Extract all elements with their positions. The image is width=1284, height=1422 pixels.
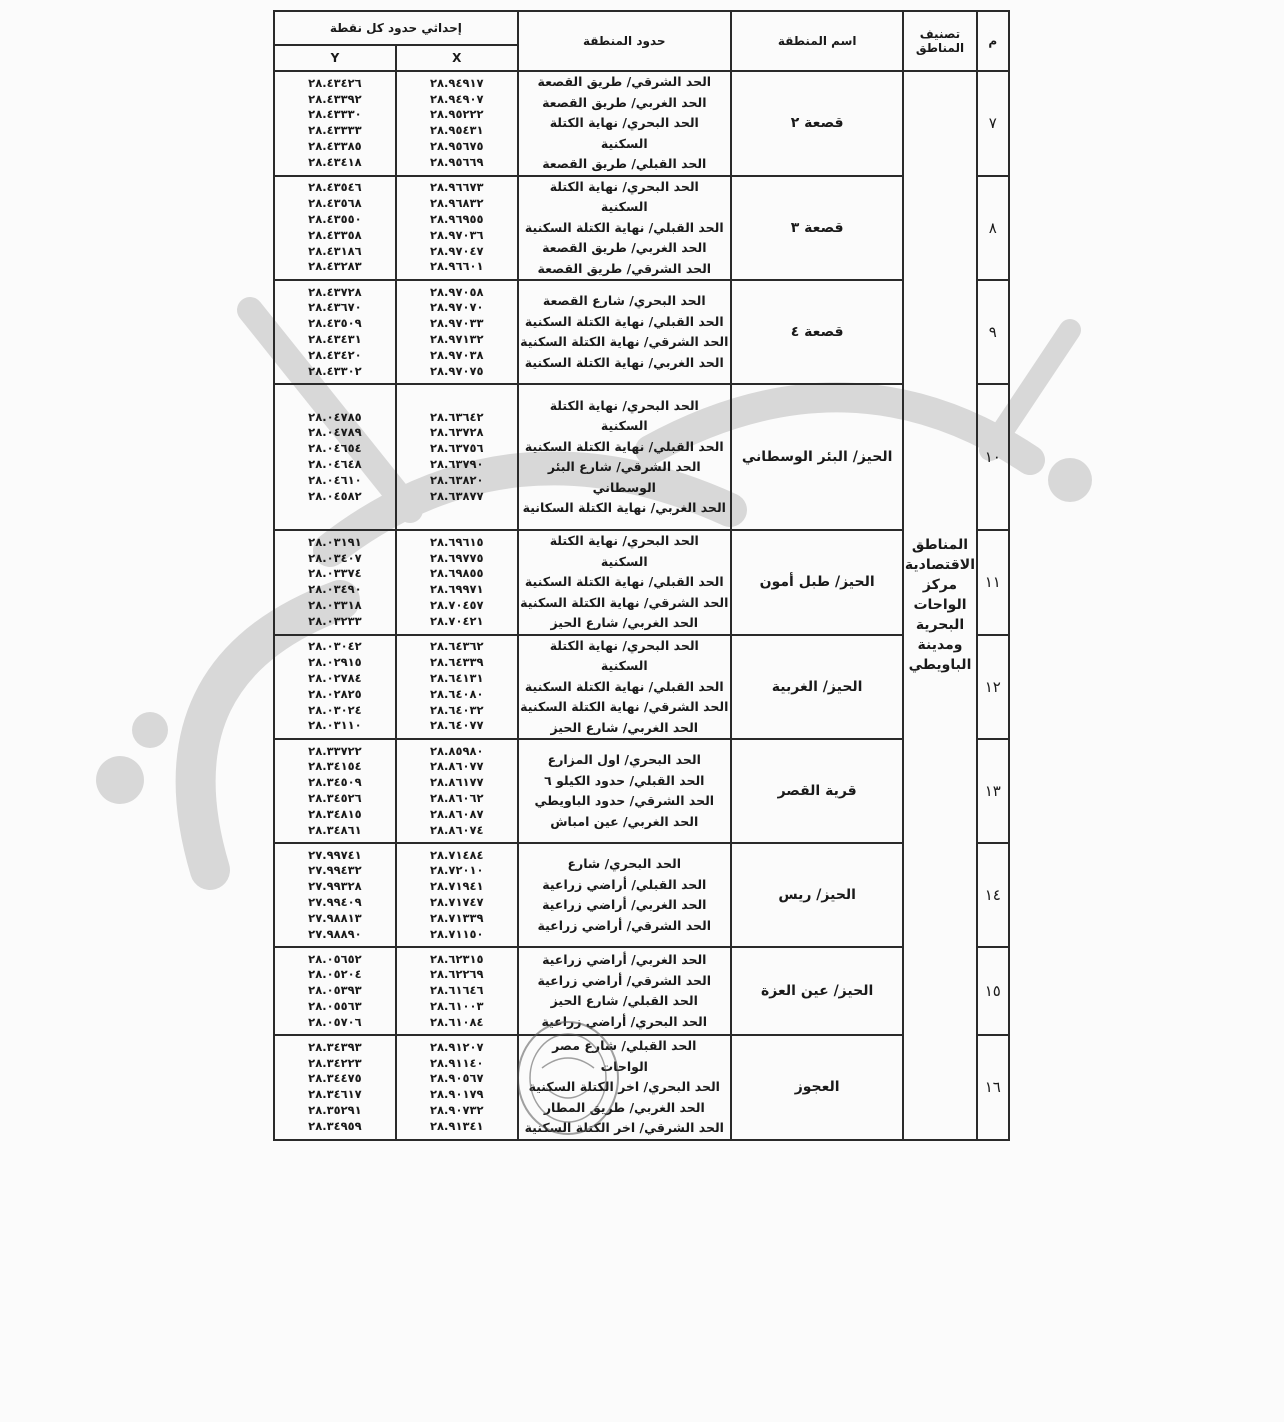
coords-x — [396, 530, 518, 635]
coord-value-x: ٢٨.٩٤٩١٧ — [430, 75, 484, 90]
coord-value-y: ٢٨.٠٥٥٦٣ — [308, 998, 362, 1013]
coord-value-x: ٢٨.٦٣٨٢٠ — [430, 472, 484, 487]
boundary-line: السكنية — [600, 135, 648, 151]
coord-value-y: ٢٨.٣٤٢٢٣ — [308, 1055, 362, 1070]
coord-value-x: ٢٨.٩٦٨٣٢ — [430, 196, 484, 211]
zone-boundaries — [518, 739, 731, 843]
boundary-line: الحد القبلي/ حدود الكيلو ٦ — [544, 772, 705, 788]
zone-name: قصعة ٢ — [731, 71, 904, 176]
coord-value-x: ٢٨.٩١٣٤١ — [430, 1118, 484, 1133]
coord-value-x: ٢٨.٧١١٥٠ — [430, 926, 484, 941]
coord-value-y: ٢٧.٩٨٨١٣ — [308, 910, 362, 925]
header-coords-title: إحداثي حدود كل نقطة — [274, 11, 518, 45]
coord-value-x: ٢٨.٩٦٦٧٣ — [430, 180, 484, 195]
coords-x — [396, 384, 518, 530]
coord-value-x: ٢٨.٩٧٠٣٦ — [430, 227, 484, 242]
boundary-line: الحد الشرقي/ طريق القصعة — [537, 74, 712, 89]
boundary-line: الحد الشرقي/ شارع البئر — [547, 459, 701, 474]
boundary-line: الحد الشرقي/ حدود الباويطي — [534, 793, 715, 808]
coord-value-x: ٢٨.٩٧٠٣٨ — [430, 347, 484, 362]
zone-name: قصعة ٤ — [731, 280, 904, 384]
coord-value-y: ٢٨.٣٤٦١٧ — [308, 1087, 362, 1102]
coord-value-x: ٢٨.٦١٠٠٣ — [430, 998, 484, 1013]
coord-value-y: ٢٨.٠٤٧٨٥ — [308, 409, 362, 424]
coord-value-y: ٢٨.٤٣٤٢٠ — [308, 347, 362, 362]
boundary-line: الحد البحري/ أراضي زراعية — [541, 1013, 708, 1029]
coord-value-x: ٢٨.٧١٧٤٧ — [430, 895, 484, 909]
coord-value-y: ٢٨.٤٣٤٣١ — [308, 332, 362, 346]
coord-value-x: ٢٨.٦٤١٣١ — [430, 670, 484, 685]
boundary-line: الحد الغربي/ طريق القصعة — [542, 94, 707, 110]
coord-value-y: ٢٧.٩٨٨٩٠ — [308, 926, 362, 941]
boundary-line: الحد القبلي/ نهاية الكتلة السكنية — [524, 313, 724, 329]
header-boundaries: حدود المنطقة — [518, 11, 731, 71]
coord-value-y: ٢٨.٣٤٨١٥ — [308, 806, 362, 821]
table-row — [274, 71, 1009, 176]
zone-boundaries — [518, 280, 731, 384]
coord-value-x: ٢٨.٩٧٠٣٣ — [430, 316, 484, 331]
coord-value-x: ٢٨.٦٢٢٦٩ — [430, 967, 484, 982]
coord-value-x: ٢٨.٩١٢٠٧ — [430, 1039, 484, 1054]
coords-y — [274, 947, 396, 1035]
boundary-line: الحد الشرقي/ أراضي زراعية — [537, 917, 712, 933]
boundary-line: الحد الشرقي/ نهاية الكتلة السكنية — [520, 594, 729, 610]
coord-value-x: ٢٨.٩٧٠٧٠ — [430, 300, 484, 315]
coord-value-y: ٢٨.٤٣٥٤٦ — [308, 180, 362, 195]
coord-value-y: ٢٧.٩٩٤٣٢ — [308, 863, 362, 878]
coord-value-x: ٢٨.٧٠٤٥٧ — [430, 598, 484, 613]
coords-x — [396, 280, 518, 384]
coord-value-x: ٢٨.٩٠١٧٩ — [430, 1087, 484, 1102]
coords-y — [274, 530, 396, 635]
coord-value-x: ٢٨.٦٩٩٧١ — [430, 582, 484, 597]
coord-value-y: ٢٨.٠٢٧٨٤ — [308, 670, 362, 685]
zone-name: الحيز/ البئر الوسطاني — [731, 384, 904, 530]
boundary-line: السكنية — [600, 418, 648, 433]
coords-x — [396, 1035, 518, 1140]
zones-table-body — [274, 71, 1009, 1140]
row-index: ١٥ — [977, 947, 1009, 1035]
coords-y — [274, 71, 396, 176]
boundary-line: الحد القبلي/ شارع مصر — [552, 1038, 697, 1053]
coord-value-x: ٢٨.٩٠٧٣٢ — [430, 1103, 484, 1118]
row-index: ١٢ — [977, 635, 1009, 740]
boundary-line: الحد الشرقي/ نهاية الكتلة السكنية — [520, 334, 729, 349]
coord-value-y: ٢٨.٤٣٥٠٩ — [308, 316, 362, 331]
zones-table — [273, 10, 1010, 1141]
coord-value-y: ٢٨.٣٤٥٢٦ — [308, 791, 362, 805]
zone-name: قرية القصر — [731, 739, 904, 843]
coord-value-x: ٢٨.٦٣٧٥٦ — [430, 441, 484, 456]
coord-value-y: ٢٨.٣٤٤٧٥ — [308, 1071, 362, 1086]
coord-value-x: ٢٨.٩٥٤٣١ — [430, 123, 484, 138]
coord-value-x: ٢٨.٦٣٧٩٠ — [430, 457, 484, 471]
coord-value-y: ٢٨.٤٣٣٨٥ — [308, 139, 362, 154]
coord-value-y: ٢٨.٣٥٢٩١ — [308, 1103, 362, 1118]
coord-value-x: ٢٨.٩٦٦٠١ — [430, 259, 484, 274]
coord-value-y: ٢٨.٠٣٣٧٤ — [308, 566, 362, 581]
zone-boundaries — [518, 384, 731, 530]
coord-value-x: ٢٨.٦٩٧٧٥ — [430, 550, 484, 565]
zone-boundaries — [518, 530, 731, 635]
coord-value-y: ٢٨.٠٢٨٢٥ — [308, 686, 362, 701]
boundary-line: الحد الغربي/ نهاية الكتلة السكانية — [522, 500, 726, 515]
coords-x — [396, 71, 518, 176]
boundary-line: الحد البحري/ اول المزارع — [547, 752, 701, 767]
row-index: ١٤ — [977, 843, 1009, 947]
zone-name: الحيز/ طبل أمون — [731, 530, 904, 635]
coord-value-x: ٢٨.٩٧٠٤٧ — [430, 243, 484, 258]
table-row — [274, 843, 1009, 947]
coord-value-x: ٢٨.٨٦٠٧٧ — [430, 759, 484, 774]
table-row — [274, 739, 1009, 843]
coord-value-y: ٢٨.٤٣٤٢٦ — [308, 75, 362, 90]
header-index: م — [977, 11, 1009, 71]
coords-y — [274, 176, 396, 281]
coord-value-y: ٢٨.٠٤٧٨٩ — [308, 425, 362, 440]
coord-value-y: ٢٨.٣٤٣٩٣ — [308, 1039, 362, 1054]
coord-value-x: ٢٨.٨٥٩٨٠ — [430, 743, 484, 758]
coord-value-y: ٢٨.٠٤٦٤٨ — [308, 457, 362, 471]
coords-y — [274, 635, 396, 740]
coord-value-x: ٢٨.٦٤٠٨٠ — [430, 686, 484, 701]
boundary-line: الحد البحري/ نهاية الكتلة — [549, 533, 699, 548]
coord-value-x: ٢٨.٦٢٣١٥ — [430, 951, 484, 966]
coord-value-y: ٢٨.٤٣٤١٨ — [308, 154, 362, 169]
coords-y — [274, 384, 396, 530]
boundary-line: الحد الغربي/ طريق المطار — [543, 1099, 705, 1115]
coord-value-x: ٢٨.٧٢٠١٠ — [430, 863, 484, 878]
coords-y — [274, 1035, 396, 1140]
zone-boundaries — [518, 176, 731, 281]
coord-value-x: ٢٨.٨٦٠٨٧ — [430, 806, 484, 821]
coord-value-y: ٢٨.٤٣٣٣٣ — [308, 123, 362, 138]
coord-value-y: ٢٨.٠٣٤٩٠ — [308, 582, 362, 597]
coord-value-y: ٢٧.٩٩٤٠٩ — [308, 895, 362, 909]
row-index: ١٦ — [977, 1035, 1009, 1140]
zone-boundaries — [518, 71, 731, 176]
zone-name: قصعة ٣ — [731, 176, 904, 281]
coord-value-x: ٢٨.٦٩٨٥٥ — [430, 566, 484, 581]
header-classification: تصنيف المناطق — [903, 11, 976, 71]
coords-y — [274, 280, 396, 384]
coord-value-x: ٢٨.٧١٩٤١ — [430, 879, 484, 894]
boundary-line: الحد القبلي/ شارع الحيز — [550, 993, 698, 1008]
boundary-line: الحد الغربي/ عين امباش — [550, 813, 699, 829]
coord-value-x: ٢٨.٦١٦٤٦ — [430, 983, 484, 998]
coord-value-y: ٢٨.٤٣٣٥٨ — [308, 227, 362, 242]
zone-name: العجوز — [731, 1035, 904, 1140]
coord-value-y: ٢٨.٤٣٣٣٠ — [308, 107, 362, 122]
coord-value-y: ٢٨.٠٢٩١٥ — [308, 655, 362, 670]
coord-value-x: ٢٨.٩٥٢٢٢ — [430, 107, 484, 122]
zone-boundaries — [518, 1035, 731, 1140]
row-index: ٧ — [977, 71, 1009, 176]
zone-name: الحيز/ عين العزة — [731, 947, 904, 1035]
row-index: ١٠ — [977, 384, 1009, 530]
row-index: ١٣ — [977, 739, 1009, 843]
coord-value-x: ٢٨.٩٠٥٦٧ — [430, 1071, 484, 1086]
table-row — [274, 280, 1009, 384]
coord-value-x: ٢٨.٦٤٣٦٢ — [430, 639, 484, 654]
coord-value-x: ٢٨.٩٤٩٠٧ — [430, 91, 484, 106]
boundary-line: الحد القبلي/ طريق القصعة — [542, 156, 707, 171]
coord-value-x: ٢٨.٧١٣٣٩ — [430, 910, 484, 925]
zone-boundaries — [518, 635, 731, 740]
boundary-line: الحد البحري/ نهاية الكتلة — [549, 178, 699, 194]
boundary-line: الحد القبلي/ نهاية الكتلة السكنية — [524, 438, 724, 454]
boundary-line: السكنية — [600, 199, 648, 214]
coord-value-y: ٢٨.٣٤٥٠٩ — [308, 775, 362, 790]
coord-value-x: ٢٨.٩٥٦٦٩ — [430, 154, 484, 169]
boundary-line: الحد الشرقي/ نهاية الكتلة السكنية — [520, 699, 729, 714]
boundary-line: الحد القبلي/ نهاية الكتلة السكنية — [524, 219, 724, 235]
header-x: X — [396, 45, 518, 71]
coord-value-y: ٢٨.٤٣٥٦٨ — [308, 196, 362, 211]
coord-value-y: ٢٨.٣٤١٥٤ — [308, 759, 362, 774]
coord-value-y: ٢٨.٠٣١١٠ — [308, 718, 362, 733]
coord-value-y: ٢٨.٤٣٥٥٠ — [308, 211, 362, 226]
coord-value-y: ٢٨.٠٣٠٢٤ — [308, 702, 362, 717]
coord-value-y: ٢٨.٤٣٢٨٣ — [308, 259, 362, 274]
boundary-line: الحد البحري/ نهاية الكتلة — [549, 397, 699, 413]
zone-boundaries — [518, 947, 731, 1035]
coord-value-y: ٢٨.٤٣٣٩٢ — [308, 91, 362, 106]
header-y: Y — [274, 45, 396, 71]
coord-value-y: ٢٨.٠٣٠٤٢ — [308, 639, 362, 654]
coord-value-x: ٢٨.٩٧٠٧٥ — [430, 363, 484, 378]
coord-value-y: ٢٧.٩٩٣٢٨ — [308, 879, 362, 894]
boundary-line: الحد الشرقي/ اخر الكتلة السكنية — [524, 1120, 724, 1135]
boundary-line: السكنية — [600, 553, 648, 569]
table-row — [274, 384, 1009, 530]
boundary-line: الحد البحري/ نهاية الكتلة — [549, 637, 699, 653]
coord-value-x: ٢٨.٩٧١٣٢ — [430, 332, 484, 346]
boundary-line: الحد البحري/ شارع القصعة — [542, 293, 706, 308]
table-row — [274, 1035, 1009, 1140]
coord-value-y: ٢٨.٠٥٦٥٢ — [308, 951, 362, 966]
coord-value-y: ٢٨.٠٣٣١٨ — [308, 598, 362, 613]
coord-value-y: ٢٨.٠٤٦٥٤ — [308, 441, 362, 456]
boundary-line: الحد الشرقي/ أراضي زراعية — [537, 972, 712, 988]
coord-value-x: ٢٨.٦٣٧٢٨ — [430, 425, 484, 440]
coords-x — [396, 739, 518, 843]
boundary-line: السكنية — [600, 658, 648, 673]
coord-value-y: ٢٨.٠٥٢٠٤ — [308, 967, 362, 982]
boundary-line: الحد الغربي/ شارع الحيز — [550, 615, 699, 630]
coord-value-y: ٢٨.٤٣١٨٦ — [308, 243, 362, 258]
coord-value-y: ٢٨.٠٥٧٠٦ — [308, 1014, 362, 1029]
row-index: ٨ — [977, 176, 1009, 281]
boundary-line: الحد الغربي/ طريق القصعة — [542, 240, 707, 255]
coord-value-y: ٢٨.٣٣٧٢٢ — [308, 743, 362, 758]
coord-value-x: ٢٨.٩٥٦٧٥ — [430, 139, 484, 154]
boundary-line: الحد الغربي/ نهاية الكتلة السكنية — [524, 354, 724, 370]
boundary-line: الحد البحري/ نهاية الكتلة — [549, 115, 699, 130]
coord-value-y: ٢٨.٣٤٨٦١ — [308, 822, 362, 837]
coord-value-x: ٢٨.٦١٠٨٤ — [430, 1014, 484, 1029]
coord-value-y: ٢٨.٠٤٦١٠ — [308, 472, 362, 487]
zone-boundaries — [518, 843, 731, 947]
boundary-line: الواحات — [600, 1058, 648, 1074]
boundary-line: الوسطاني — [592, 479, 656, 495]
coord-value-y: ٢٨.٠٣٤٠٧ — [308, 550, 362, 565]
boundary-line: الحد الشرقي/ طريق القصعة — [537, 260, 712, 276]
coord-value-x: ٢٨.٦٤٠٣٢ — [430, 702, 484, 717]
coord-value-y: ٢٨.٤٣٣٠٢ — [308, 363, 362, 378]
boundary-line: الحد القبلي/ أراضي زراعية — [542, 876, 707, 892]
coord-value-x: ٢٨.٦٩٦١٥ — [430, 534, 484, 549]
coord-value-x: ٢٨.٩٧٠٥٨ — [430, 284, 484, 299]
coord-value-x: ٢٨.٦٣٨٧٧ — [430, 488, 484, 503]
coord-value-y: ٢٨.٤٣٧٢٨ — [308, 284, 362, 299]
coord-value-x: ٢٨.٩٦٩٥٥ — [430, 211, 484, 226]
coord-value-y: ٢٨.٣٤٩٥٩ — [308, 1118, 362, 1133]
coords-x — [396, 947, 518, 1035]
coord-value-x: ٢٨.٨٦٠٧٤ — [430, 822, 484, 837]
coord-value-y: ٢٨.٠٣٢٣٣ — [308, 613, 362, 628]
coords-x — [396, 176, 518, 281]
coord-value-y: ٢٧.٩٩٧٤١ — [308, 847, 362, 862]
boundary-line: الحد البحري/ شارع — [567, 856, 682, 871]
coords-y — [274, 739, 396, 843]
coord-value-x: ٢٨.٨٦١٧٧ — [430, 775, 484, 790]
row-index: ١١ — [977, 530, 1009, 635]
table-row — [274, 530, 1009, 635]
coord-value-x: ٢٨.٨٦٠٦٢ — [430, 791, 484, 805]
table-row — [274, 947, 1009, 1035]
boundary-line: الحد القبلي/ نهاية الكتلة السكنية — [524, 574, 724, 589]
boundary-line: الحد الغربي/ أراضي زراعية — [542, 897, 707, 912]
coord-value-x: ٢٨.٦٤٠٧٧ — [430, 718, 484, 733]
zone-name: الحيز/ الغربية — [731, 635, 904, 740]
row-index: ٩ — [977, 280, 1009, 384]
boundary-line: الحد القبلي/ نهاية الكتلة السكنية — [524, 678, 724, 694]
coord-value-x: ٢٨.٦٤٣٣٩ — [430, 655, 484, 670]
zone-classification: المناطق الاقتصادية مركز الواحات البحرية ومدينة الباويطي — [903, 71, 976, 1140]
coord-value-y: ٢٨.٠٤٥٨٢ — [308, 488, 362, 503]
header-zone-name: اسم المنطقة — [731, 11, 904, 71]
zone-name: الحيز/ ريس — [731, 843, 904, 947]
boundary-line: الحد الغربي/ شارع الحيز — [550, 719, 699, 735]
coord-value-y: ٢٨.٠٣١٩١ — [308, 534, 362, 549]
coord-value-x: ٢٨.٧١٤٨٤ — [430, 847, 484, 862]
boundary-line: الحد الغربي/ أراضي زراعية — [542, 952, 707, 967]
table-row — [274, 176, 1009, 281]
coord-value-x: ٢٨.٧٠٤٢١ — [430, 613, 484, 628]
coord-value-x: ٢٨.٩١١٤٠ — [430, 1055, 484, 1070]
table-row — [274, 635, 1009, 740]
coord-value-x: ٢٨.٦٣٦٤٢ — [430, 409, 484, 424]
coords-x — [396, 843, 518, 947]
coord-value-y: ٢٨.٠٥٣٩٣ — [308, 983, 362, 998]
boundary-line: الحد البحري/ اخر الكتلة السكنية — [528, 1079, 720, 1094]
coord-value-y: ٢٨.٤٣٦٧٠ — [308, 300, 362, 315]
coords-y — [274, 843, 396, 947]
coords-x — [396, 635, 518, 740]
